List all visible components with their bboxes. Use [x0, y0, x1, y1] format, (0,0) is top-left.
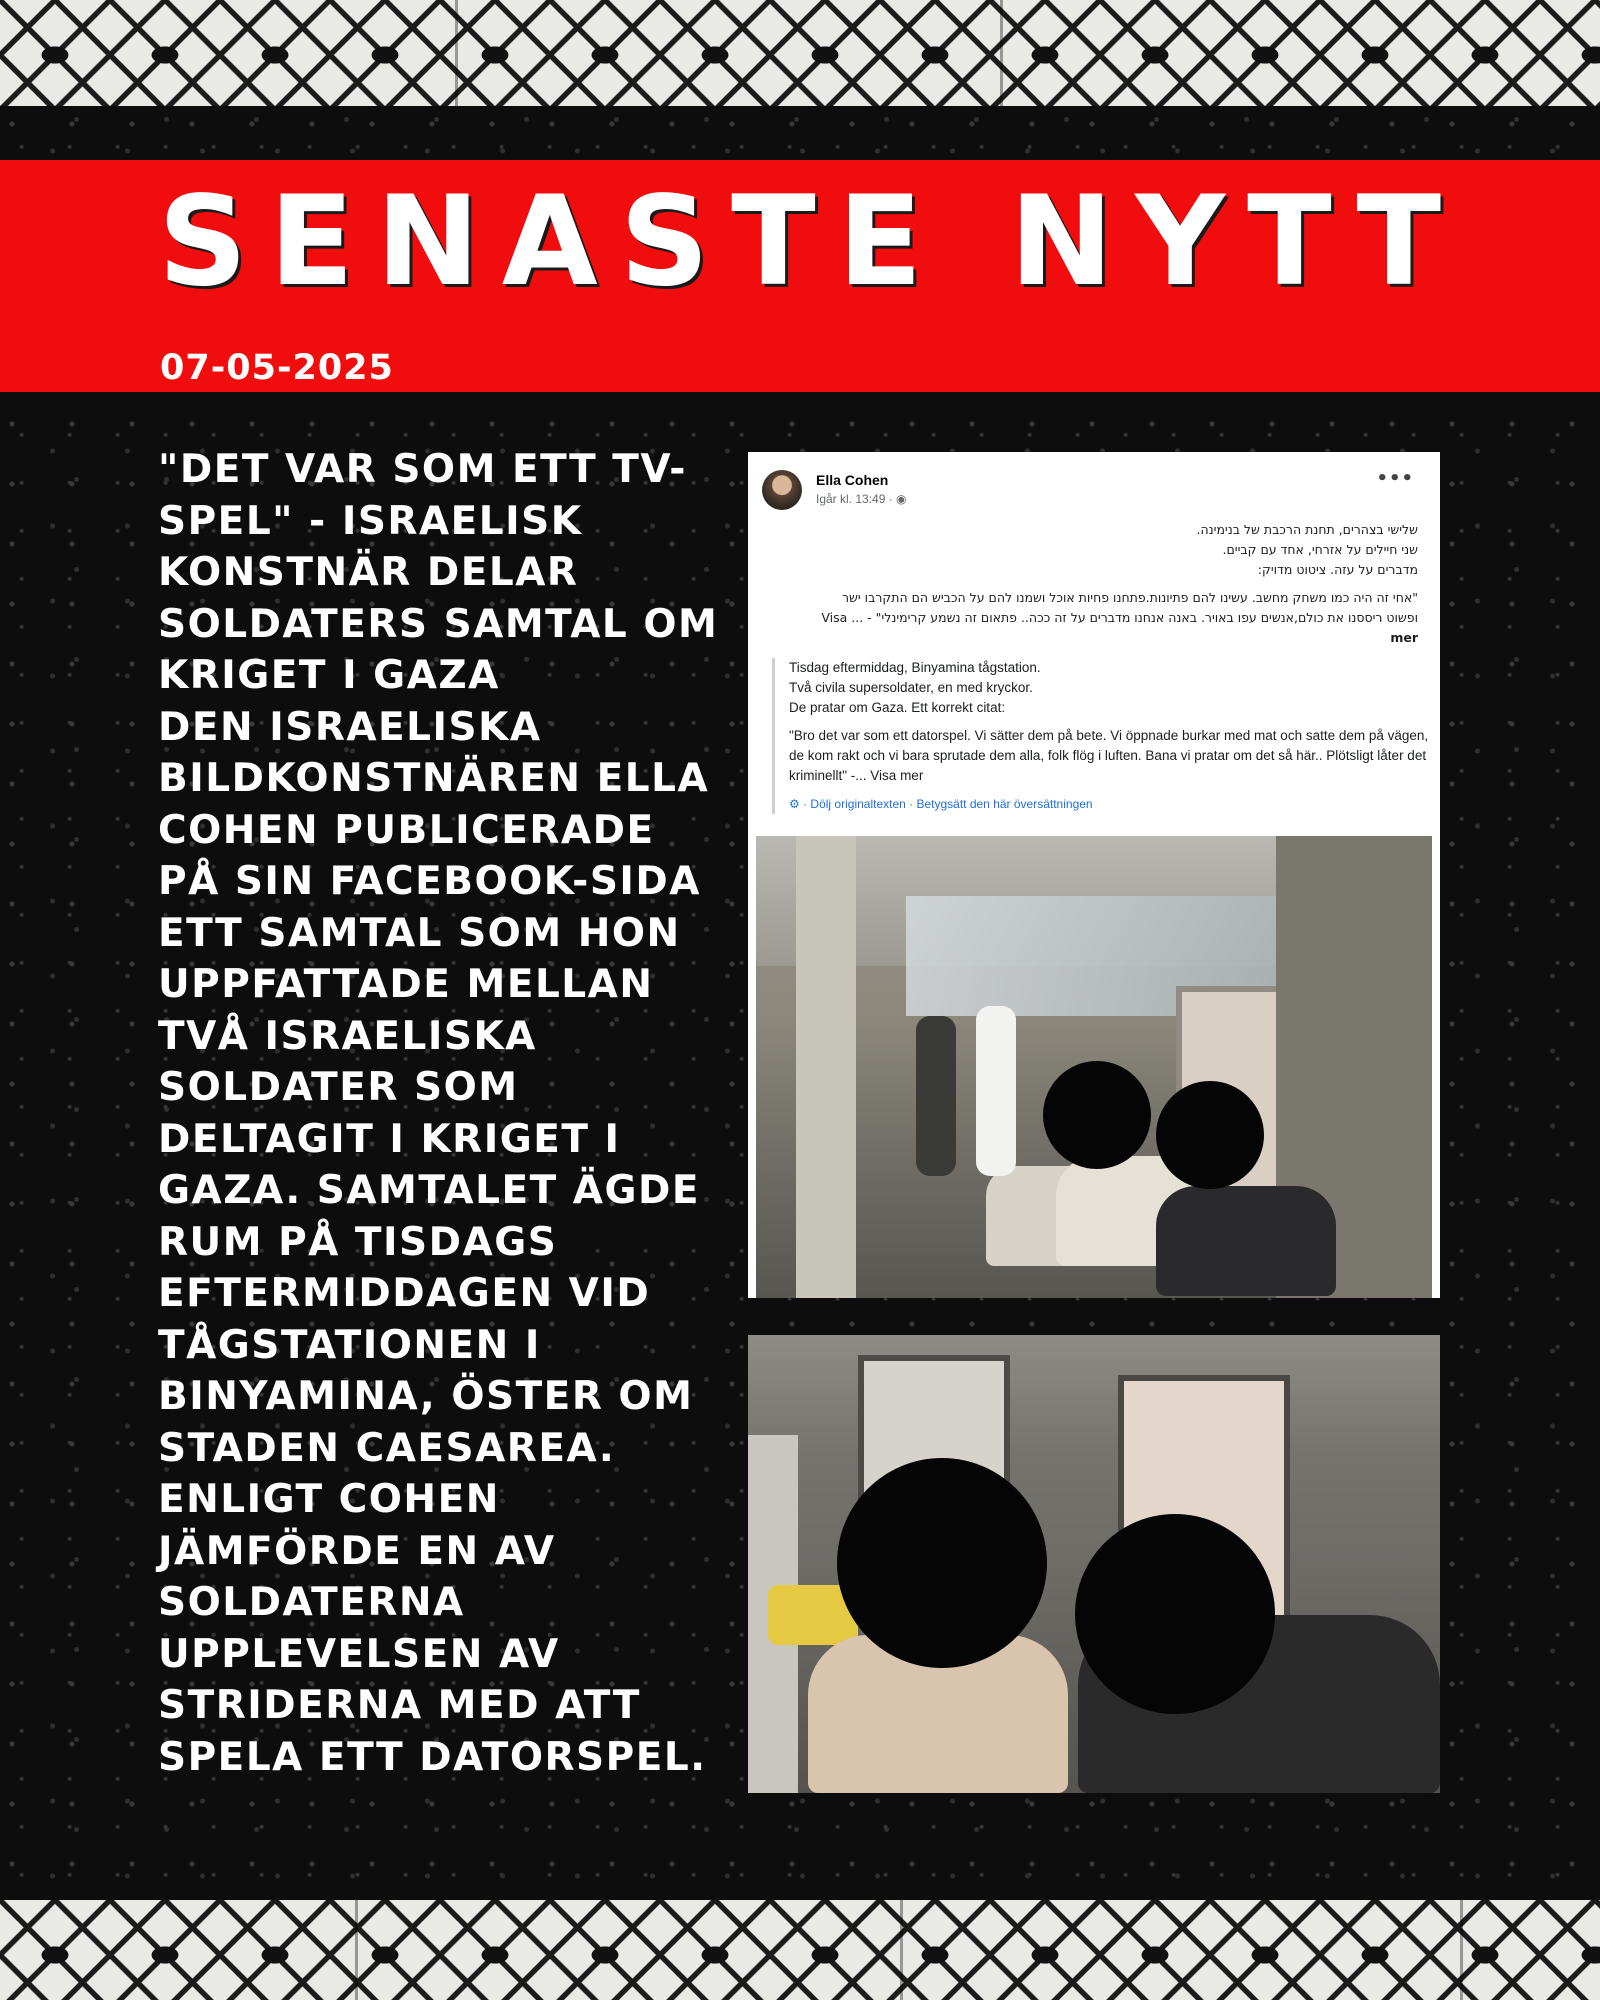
post-line: mer	[1390, 630, 1418, 645]
publish-date: 07-05-2025	[160, 348, 394, 388]
facebook-post-screenshot	[748, 452, 1440, 1298]
translation-line: De pratar om Gaza. Ett korrekt citat:	[789, 700, 1006, 715]
post-line: שני חיילים על אזרחי, אחד עם קביים.	[1222, 542, 1418, 557]
post-line: "אחי זה היה כמו משחק מחשב. עשינו להם פתיונות.פתחנו פחיות אוכל ושמנו להם על הכביש הם התקרבו ישר	[842, 590, 1418, 605]
post-timestamp: Igår kl. 13:49 · ◉	[816, 492, 907, 506]
station-pillar	[796, 836, 856, 1298]
face-redaction	[1156, 1081, 1264, 1189]
face-redaction	[1075, 1514, 1275, 1714]
fabric-seam	[1460, 1900, 1463, 2000]
avatar	[762, 470, 802, 510]
post-line: מדברים על עזה. ציטוט מדויק:	[1257, 562, 1418, 577]
post-original-text	[768, 520, 1418, 648]
face-redaction	[837, 1458, 1047, 1668]
translation-links: ⚙ · Dölj originaltexten · Betygsätt den här översättningen	[789, 797, 1093, 811]
keffiyeh-pattern-bottom	[0, 1900, 1600, 2000]
fabric-seam	[1000, 0, 1003, 106]
headline: SENASTE NYTT	[158, 170, 1464, 314]
face-redaction	[1043, 1061, 1151, 1169]
post-translation	[772, 658, 1429, 814]
translation-line: Tisdag eftermiddag, Binyamina tågstation.	[789, 660, 1041, 675]
person-standing	[976, 1006, 1016, 1176]
fabric-seam	[355, 1900, 358, 2000]
post-author: Ella Cohen	[816, 472, 889, 488]
person-seated	[1156, 1186, 1336, 1296]
post-line: ופשוט ריססנו את כולם,אנשים עפו באויר. באנה אנחנו מדברים על זה ככה.. פתאום זה נשמע קרימינלי" - ... Visa	[821, 610, 1418, 625]
post-photo-station	[756, 836, 1432, 1298]
more-options-icon: •••	[1376, 468, 1414, 489]
translation-quote: "Bro det var som ett datorspel. Vi sätter dem på bete. Vi öppnade burkar med mat och satte dem på vägen, de kom rakt och vi bara sprutade dem alla, folk flög i luften. Bana vi pratar om det så här.. Plötsligt låter det kriminellt" -... Visa mer	[789, 728, 1429, 783]
fabric-seam	[900, 1900, 903, 2000]
translation-line: Två civila supersoldater, en med kryckor.	[789, 680, 1033, 695]
article-text: "DET VAR SOM ETT TV-SPEL" - ISRAELISK KONSTNÄR DELAR SOLDATERS SAMTAL OM KRIGET I GAZA DEN ISRAELISKA BILDKONSTNÄREN ELLA COHEN PUBLICERADE PÅ SIN FACEBOOK-SIDA ETT SAMTAL SOM HON UPPFATTADE MELLAN TVÅ ISRAELISKA SOLDATER SOM DELTAGIT I KRIGET I GAZA. SAMTALET ÄGDE RUM PÅ TISDAGS EFTERMIDDAGEN VID TÅGSTATIONEN I BINYAMINA, ÖSTER OM STADEN CAESAREA. ENLIGT COHEN JÄMFÖRDE EN AV SOLDATERNA UPPLEVELSEN AV STRIDERNA MED ATT SPELA ETT DATORSPEL.	[158, 447, 719, 1780]
person-standing	[916, 1016, 956, 1176]
fabric-seam	[455, 0, 458, 106]
post-line: שלישי בצהרים, תחנת הרכבת של בנימינה.	[1196, 522, 1418, 537]
photo-soldiers-closeup	[748, 1335, 1440, 1793]
keffiyeh-pattern-top	[0, 0, 1600, 106]
station-wall	[748, 1335, 1440, 1455]
